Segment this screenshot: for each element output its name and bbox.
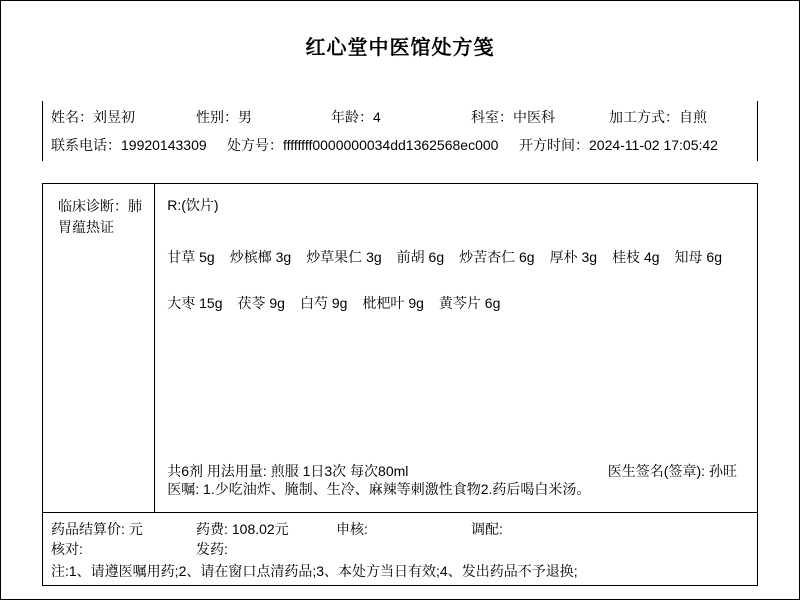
field-label: 处方号： xyxy=(227,137,283,153)
field-value: 元 xyxy=(128,521,143,537)
herb-line xyxy=(167,248,737,266)
herb-item: 大枣 15g xyxy=(167,295,223,311)
herb-item: 知母 6g xyxy=(674,249,722,265)
patient-info-row-2 xyxy=(43,131,757,159)
footer-row-1 xyxy=(51,519,757,539)
doctor-signature xyxy=(608,462,737,480)
field-label: 申核: xyxy=(336,521,368,537)
herb-item: 甘草 5g xyxy=(167,249,215,265)
footer-section xyxy=(42,513,758,586)
field-label: 药费: xyxy=(196,521,228,537)
field-value: 自煎 xyxy=(679,109,707,125)
usage-text: 共6剂 用法用量: 煎服 1日3次 每次80ml xyxy=(167,463,409,479)
field-processing-method xyxy=(609,107,757,127)
herb-line xyxy=(167,294,737,312)
field-prescription-number xyxy=(227,135,519,155)
field-label: 核对: xyxy=(51,541,83,557)
field-value: 中医科 xyxy=(513,109,555,125)
field-dispense-prepare xyxy=(471,519,757,539)
footer-note: 注:1、请遵医嘱用药;2、请在窗口点清药品;3、本处方当日有效;4、发出药品不予退换; xyxy=(51,563,578,579)
medical-advice: 医嘱: 1.少吃油炸、腌制、生冷、麻辣等刺激性食物2.药后喝白米汤。 xyxy=(167,481,591,497)
field-label: 发药: xyxy=(196,541,228,557)
field-issue-medicine xyxy=(196,539,336,559)
herb-item: 枇杷叶 9g xyxy=(362,295,424,311)
rx-content xyxy=(155,184,757,512)
field-label: 加工方式： xyxy=(609,109,679,125)
herb-item: 厚朴 3g xyxy=(549,249,598,265)
field-value: ffffffff0000000034dd1362568ec000 xyxy=(283,137,499,153)
herb-item: 炒苦杏仁 6g xyxy=(459,249,535,265)
patient-info-section xyxy=(42,101,758,161)
diagnosis-value: 肺胃蕴热证 xyxy=(58,198,142,235)
field-review xyxy=(336,519,471,539)
field-medicine-fee xyxy=(196,519,336,539)
field-value: 4 xyxy=(373,109,381,125)
field-label: 药品结算价: xyxy=(51,521,125,537)
footer-row-2 xyxy=(51,539,757,559)
herb-item: 前胡 6g xyxy=(396,249,445,265)
field-patient-name xyxy=(51,107,196,127)
herb-item: 桂枝 4g xyxy=(612,249,660,265)
field-label: 科室： xyxy=(471,109,513,125)
prescription-body xyxy=(42,183,758,513)
herb-item: 炒槟榔 3g xyxy=(229,249,292,265)
patient-info-row-1 xyxy=(43,103,757,131)
field-department xyxy=(471,107,609,127)
field-label: 年龄： xyxy=(331,109,373,125)
field-value: 刘昱初 xyxy=(93,109,135,125)
field-label: 开方时间： xyxy=(519,137,589,153)
doctor-signature-label: 医生签名(签章): xyxy=(607,463,705,479)
field-settlement-price xyxy=(51,519,196,539)
field-value: 男 xyxy=(238,109,252,125)
field-phone xyxy=(51,135,227,155)
page-title: 红心堂中医馆处方笺 xyxy=(305,37,495,59)
field-gender xyxy=(196,107,331,127)
field-label: 联系电话： xyxy=(51,137,121,153)
clinical-diagnosis xyxy=(43,184,155,512)
herb-item: 茯苓 9g xyxy=(237,295,285,311)
field-check xyxy=(51,539,196,559)
field-label: 性别： xyxy=(196,109,238,125)
field-age xyxy=(331,107,471,127)
field-issue-time xyxy=(519,135,757,155)
field-value: 108.02元 xyxy=(231,521,289,537)
spacer xyxy=(167,312,737,462)
field-label: 调配: xyxy=(471,521,503,537)
usage-row xyxy=(167,462,737,480)
diagnosis-label: 临床诊断： xyxy=(58,198,128,214)
doctor-signature-value: 孙旺 xyxy=(709,463,737,479)
field-value: 19920143309 xyxy=(121,137,207,153)
field-value: 2024-11-02 17:05:42 xyxy=(589,137,718,153)
herb-item: 炒草果仁 3g xyxy=(306,249,382,265)
herb-item: 白芍 9g xyxy=(299,295,348,311)
herb-item: 黄芩片 6g xyxy=(438,295,501,311)
rx-header: R:(饮片) xyxy=(167,197,219,213)
field-label: 姓名： xyxy=(51,109,93,125)
